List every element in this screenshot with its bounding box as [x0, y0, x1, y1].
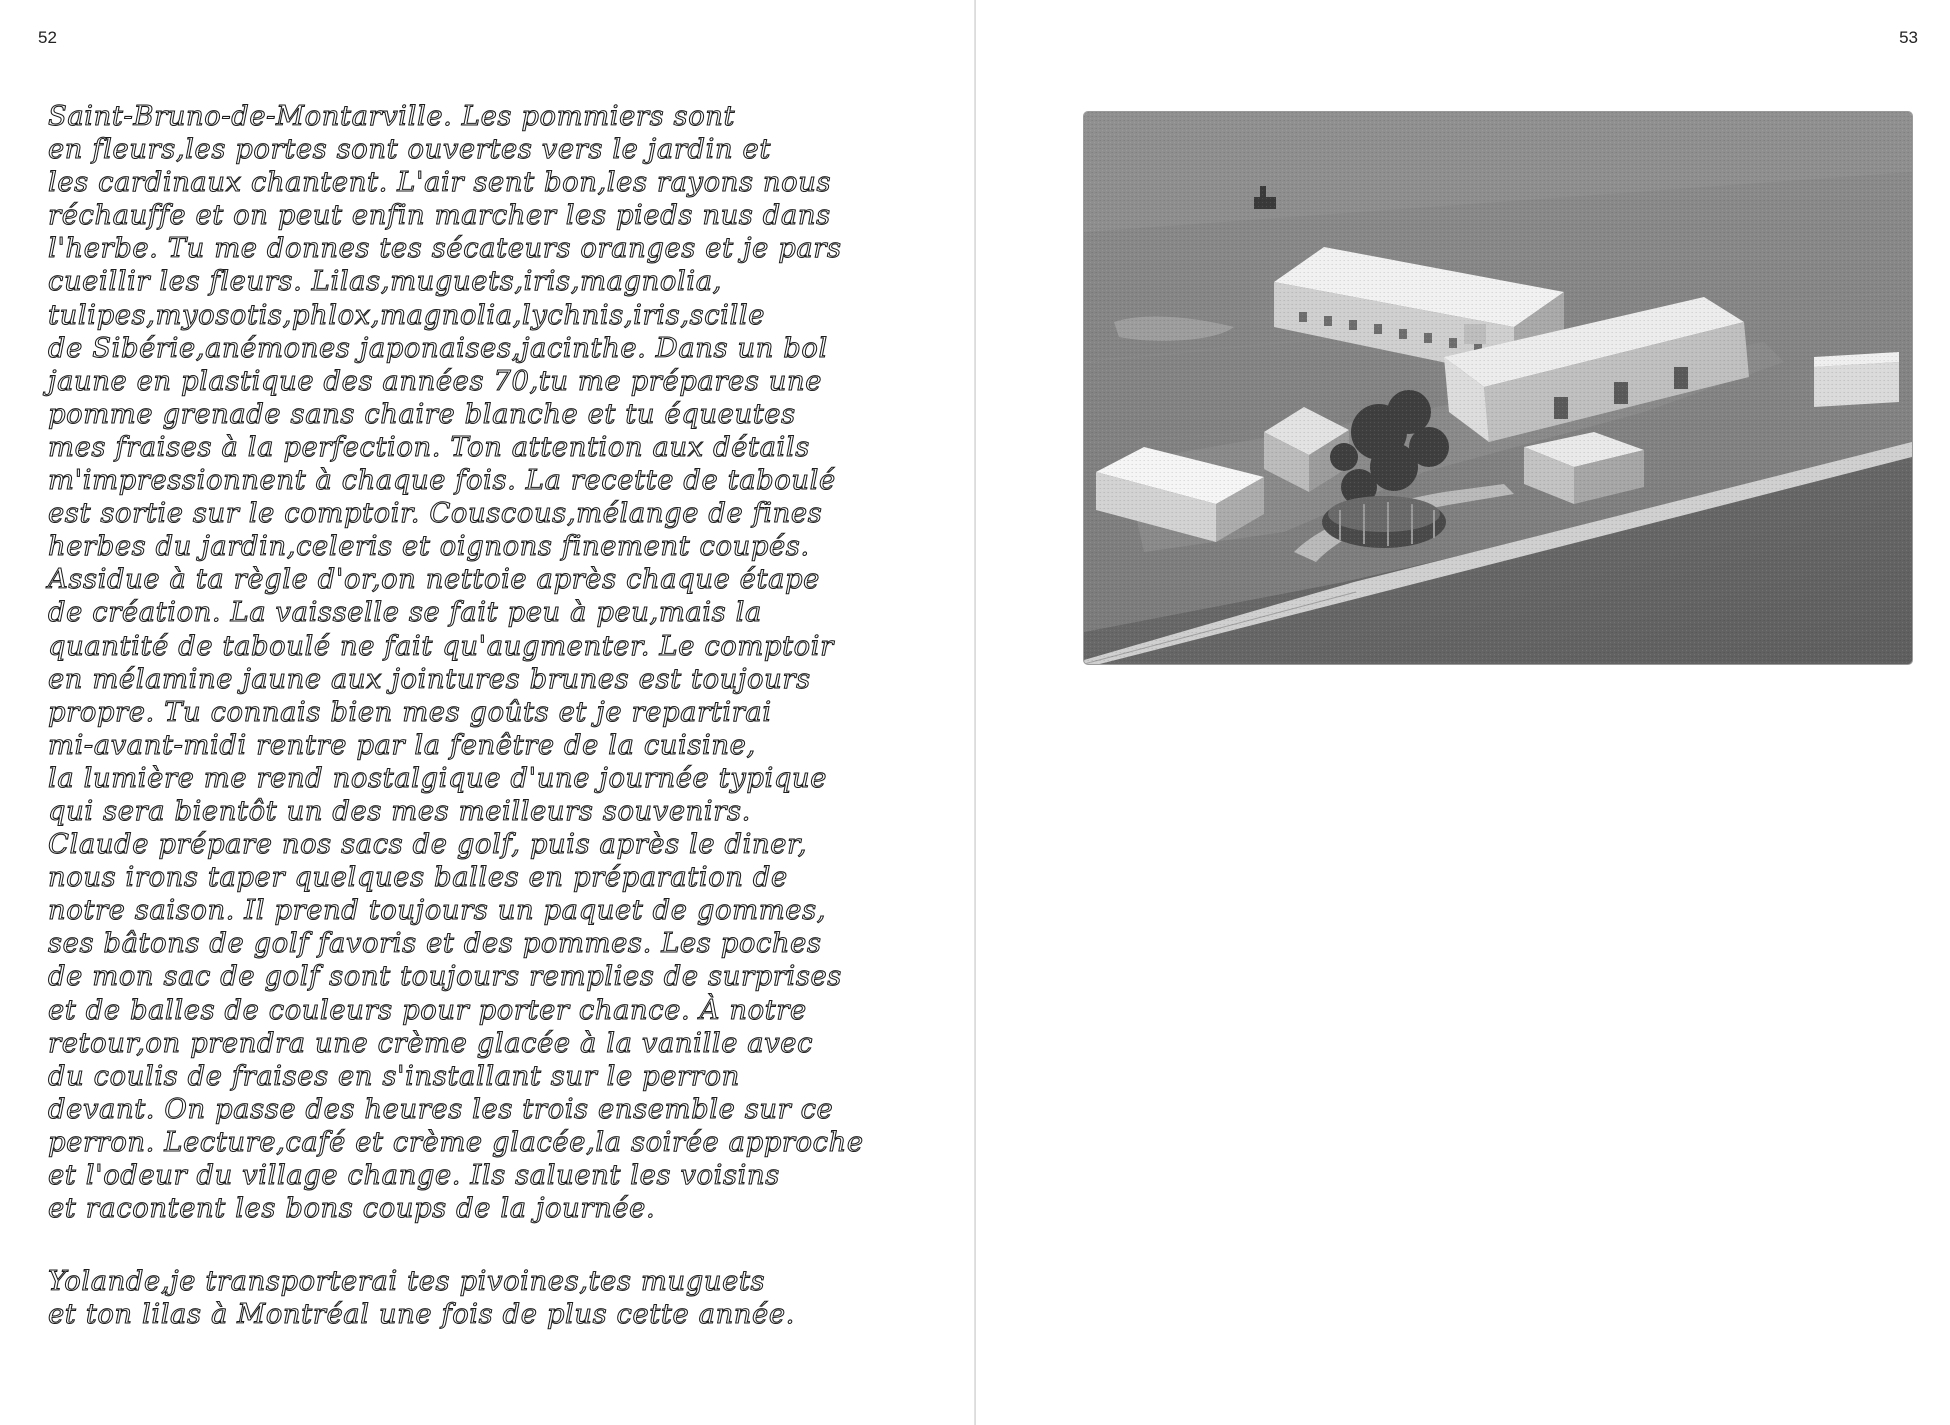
text-line: quantité de taboulé ne fait qu'augmenter. Le comptoir [48, 630, 834, 662]
text-line: Assidue à ta règle d'or,on nettoie après chaque étape [48, 564, 820, 596]
left-page [0, 0, 974, 1425]
paragraph-gap [48, 1225, 888, 1265]
text-line: et racontent les bons coups de la journée. [48, 1193, 656, 1225]
text-line: pomme grenade sans chaire blanche et tu équeutes [48, 398, 796, 430]
text-line: tulipes,myosotis,phlox,magnolia,lychnis,iris,scille [48, 299, 766, 331]
page-number-left: 52 [38, 28, 57, 47]
text-line: et ton lilas à Montréal une fois de plus cette année. [48, 1299, 795, 1331]
page-number-right: 53 [1899, 28, 1918, 47]
text-line: les cardinaux chantent. L'air sent bon,les rayons nous [48, 167, 832, 199]
text-line: Yolande,je transporterai tes pivoines,tes muguets [48, 1266, 766, 1298]
text-line: ses bâtons de golf favoris et des pommes. Les poches [48, 928, 822, 960]
text-line: retour,on prendra une crème glacée à la vanille avec [48, 1027, 814, 1059]
paragraph-1 [48, 100, 888, 1225]
text-line: l'herbe. Tu me donnes tes sécateurs oranges et je pars [48, 233, 842, 265]
text-line: devant. On passe des heures les trois ensemble sur ce [48, 1093, 834, 1125]
text-line: notre saison. Il prend toujours un paquet de gommes, [48, 895, 827, 927]
text-line: m'impressionnent à chaque fois. La recette de taboulé [48, 465, 836, 497]
text-line: en fleurs,les portes sont ouvertes vers le jardin et [48, 134, 771, 166]
text-line: nous irons taper quelques balles en préparation de [48, 862, 788, 894]
aerial-farm-photo [1084, 112, 1912, 664]
text-line: Saint-Bruno-de-Montarville. Les pommiers sont [48, 101, 736, 132]
paragraph-2 [48, 1265, 888, 1331]
handwritten-text [48, 100, 888, 1331]
text-line: et l'odeur du village change. Ils saluent les voisins [48, 1160, 780, 1191]
text-line: la lumière me rend nostalgique d'une journée typique [48, 762, 827, 794]
text-line: réchauffe et on peut enfin marcher les pieds nus dans [48, 200, 831, 232]
text-line: propre. Tu connais bien mes goûts et je repartirai [48, 696, 772, 728]
text-line: du coulis de fraises en s'installant sur le perron [48, 1060, 740, 1092]
text-line: de mon sac de golf sont toujours remplies de surprises [48, 961, 842, 993]
text-line: est sortie sur le comptoir. Couscous,mélange de fines [48, 498, 823, 530]
right-page [976, 0, 1950, 1425]
text-line: de Sibérie,anémones japonaises,jacinthe. Dans un bol [48, 332, 828, 364]
text-line: Claude prépare nos sacs de golf, puis après le diner, [48, 829, 808, 861]
text-line: cueillir les fleurs. Lilas,muguets,iris,magnolia, [48, 266, 722, 298]
text-line: mes fraises à la perfection. Ton attention aux détails [48, 431, 810, 463]
text-line: perron. Lecture,café et crème glacée,la soirée approche [48, 1126, 864, 1158]
text-line: mi-avant-midi rentre par la fenêtre de la cuisine, [48, 729, 756, 761]
text-line: et de balles de couleurs pour porter chance. À notre [48, 994, 807, 1026]
text-line: de création. La vaisselle se fait peu à peu,mais la [48, 597, 762, 629]
text-line: jaune en plastique des années 70,tu me prépares une [48, 365, 823, 397]
text-line: qui sera bientôt un des mes meilleurs souvenirs. [48, 795, 751, 827]
text-line: en mélamine jaune aux jointures brunes est toujours [48, 663, 811, 695]
text-line: herbes du jardin,celeris et oignons finement coupés. [48, 531, 810, 563]
